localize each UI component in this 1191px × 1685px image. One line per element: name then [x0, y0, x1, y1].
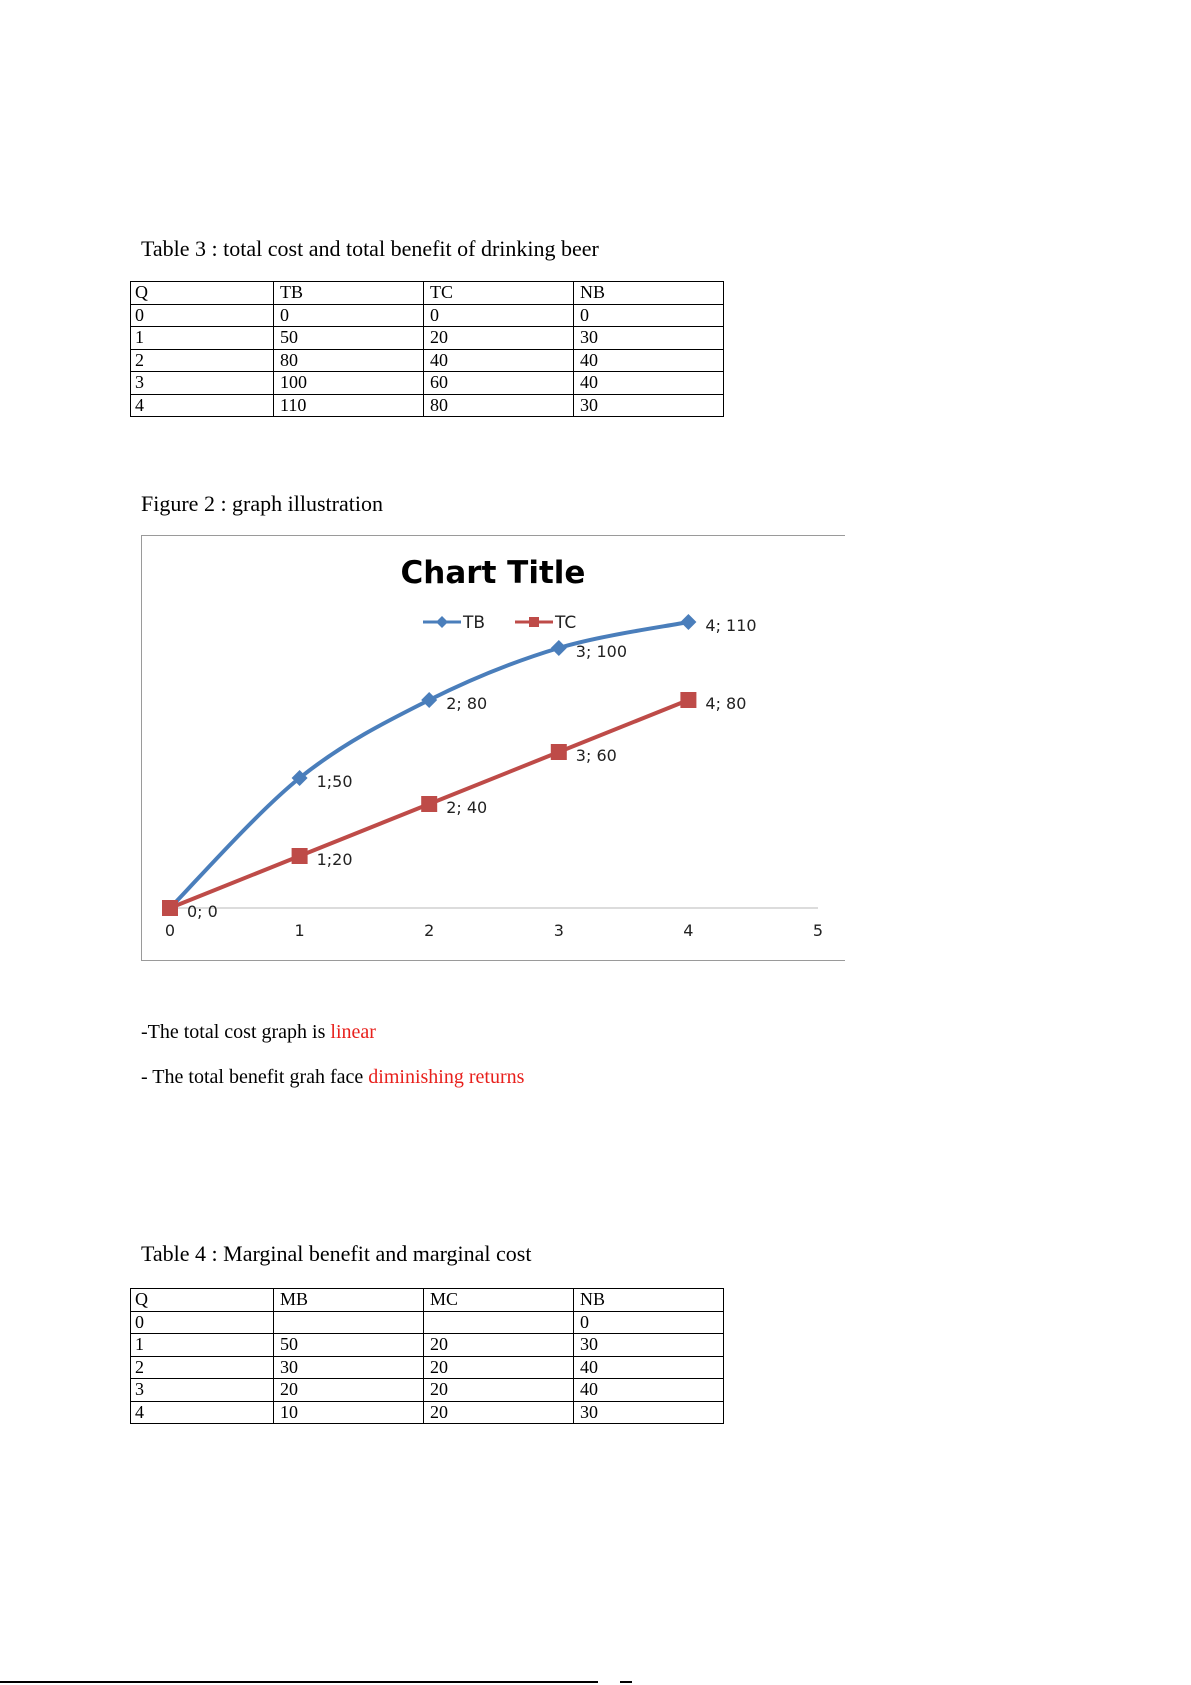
data-point-tb: [680, 614, 696, 630]
series-line-tb: [170, 622, 688, 908]
data-point-tc: [680, 692, 696, 708]
table-cell: 30: [274, 1356, 424, 1379]
chart-title: Chart Title: [400, 555, 586, 591]
table-cell: 50: [274, 327, 424, 350]
table-cell: 30: [574, 1401, 724, 1424]
data-label-tb: 1;50: [316, 772, 353, 791]
table-cell: 4: [131, 1401, 274, 1424]
table-cell: 0: [574, 1311, 724, 1334]
table-cell: 50: [274, 1334, 424, 1357]
table-cell: 20: [424, 1356, 574, 1379]
table-cell: [274, 1311, 424, 1334]
table-cell: 10: [274, 1401, 424, 1424]
page-footer-rule: [0, 1681, 598, 1683]
x-tick-label: 5: [812, 921, 824, 940]
data-point-tb: [551, 640, 567, 656]
data-label-tc: 3; 60: [575, 746, 617, 765]
table-header-cell: TC: [424, 282, 574, 305]
table-cell: 30: [574, 1334, 724, 1357]
table-header-cell: TB: [274, 282, 424, 305]
table-header-cell: Q: [131, 282, 274, 305]
table-cell: 40: [424, 349, 574, 372]
table-cell: 0: [131, 1311, 274, 1334]
table-cell: 20: [424, 1379, 574, 1402]
table-cell: 100: [274, 372, 424, 395]
note-highlight: diminishing returns: [368, 1066, 525, 1088]
chart: [141, 535, 845, 961]
table-cell: 30: [574, 394, 724, 417]
table-cell: 30: [574, 327, 724, 350]
table-cell: 2: [131, 349, 274, 372]
note-text: -The total cost graph is: [141, 1021, 331, 1043]
table-cell: 4: [131, 394, 274, 417]
chart-svg: [142, 536, 845, 960]
table4: [130, 1288, 724, 1424]
data-label-tb: 3; 100: [575, 642, 628, 661]
table-cell: 1: [131, 327, 274, 350]
table-header-cell: MB: [274, 1289, 424, 1312]
table-cell: 20: [274, 1379, 424, 1402]
table-cell: 0: [131, 304, 274, 327]
table-header-cell: Q: [131, 1289, 274, 1312]
table-row: [131, 1401, 724, 1424]
legend-label-tb: TB: [463, 613, 486, 633]
table-row: [131, 394, 724, 417]
table-header-cell: NB: [574, 282, 724, 305]
data-point-tc: [292, 848, 308, 864]
table-cell: 0: [274, 304, 424, 327]
table-cell: 20: [424, 1334, 574, 1357]
table-row: [131, 1379, 724, 1402]
x-tick-label: 2: [424, 921, 435, 940]
table-cell: 1: [131, 1334, 274, 1357]
data-point-tb: [421, 692, 437, 708]
table3-caption: Table 3 : total cost and total benefit of drinking beer: [141, 236, 599, 261]
table-cell: [424, 1311, 574, 1334]
table-row: [131, 1334, 724, 1357]
table-cell: 40: [574, 1379, 724, 1402]
table-cell: 60: [424, 372, 574, 395]
page-footer-mark: [620, 1681, 632, 1683]
data-label-tc: 1;20: [316, 850, 353, 869]
note-highlight: linear: [330, 1021, 376, 1043]
table-cell: 40: [574, 372, 724, 395]
table-cell: 40: [574, 349, 724, 372]
table-row: [131, 1356, 724, 1379]
table4-caption: Table 4 : Marginal benefit and marginal cost: [141, 1241, 532, 1266]
table-cell: 0: [574, 304, 724, 327]
x-tick-label: 4: [683, 921, 694, 940]
table-cell: 80: [274, 349, 424, 372]
data-point-tc: [162, 900, 178, 916]
table-cell: 40: [574, 1356, 724, 1379]
table3: [130, 281, 724, 417]
table-cell: 20: [424, 1401, 574, 1424]
table-row: [131, 1311, 724, 1334]
data-label-tb: 4; 110: [705, 616, 757, 635]
data-label-tc: 0; 0: [187, 902, 218, 921]
table-cell: 20: [424, 327, 574, 350]
x-tick-label: 3: [553, 921, 564, 940]
legend-marker-diamond: [436, 616, 448, 628]
data-label-tc: 4; 80: [705, 694, 747, 713]
figure2-caption: Figure 2 : graph illustration: [141, 491, 383, 516]
table-row: [131, 304, 724, 327]
data-point-tc: [551, 744, 567, 760]
table-cell: 2: [131, 1356, 274, 1379]
data-label-tb: 2; 80: [446, 694, 488, 713]
table-row: [131, 327, 724, 350]
legend-label-tc: TC: [555, 613, 577, 633]
table-cell: 80: [424, 394, 574, 417]
table-cell: 3: [131, 372, 274, 395]
table-header-cell: NB: [574, 1289, 724, 1312]
table-header-cell: MC: [424, 1289, 574, 1312]
table-row: [131, 372, 724, 395]
table-header-row: [131, 282, 724, 305]
note-diminishing: [141, 1066, 524, 1089]
data-label-tc: 2; 40: [446, 798, 488, 817]
table-cell: 0: [424, 304, 574, 327]
table-header-row: [131, 1289, 724, 1312]
note-text: - The total benefit grah face: [141, 1066, 369, 1088]
note-linear: [141, 1021, 376, 1044]
x-tick-label: 0: [164, 921, 176, 940]
data-point-tc: [421, 796, 437, 812]
table-cell: 3: [131, 1379, 274, 1402]
legend-marker-square: [529, 617, 539, 627]
table-row: [131, 349, 724, 372]
x-tick-label: 1: [294, 921, 305, 940]
table-cell: 110: [274, 394, 424, 417]
